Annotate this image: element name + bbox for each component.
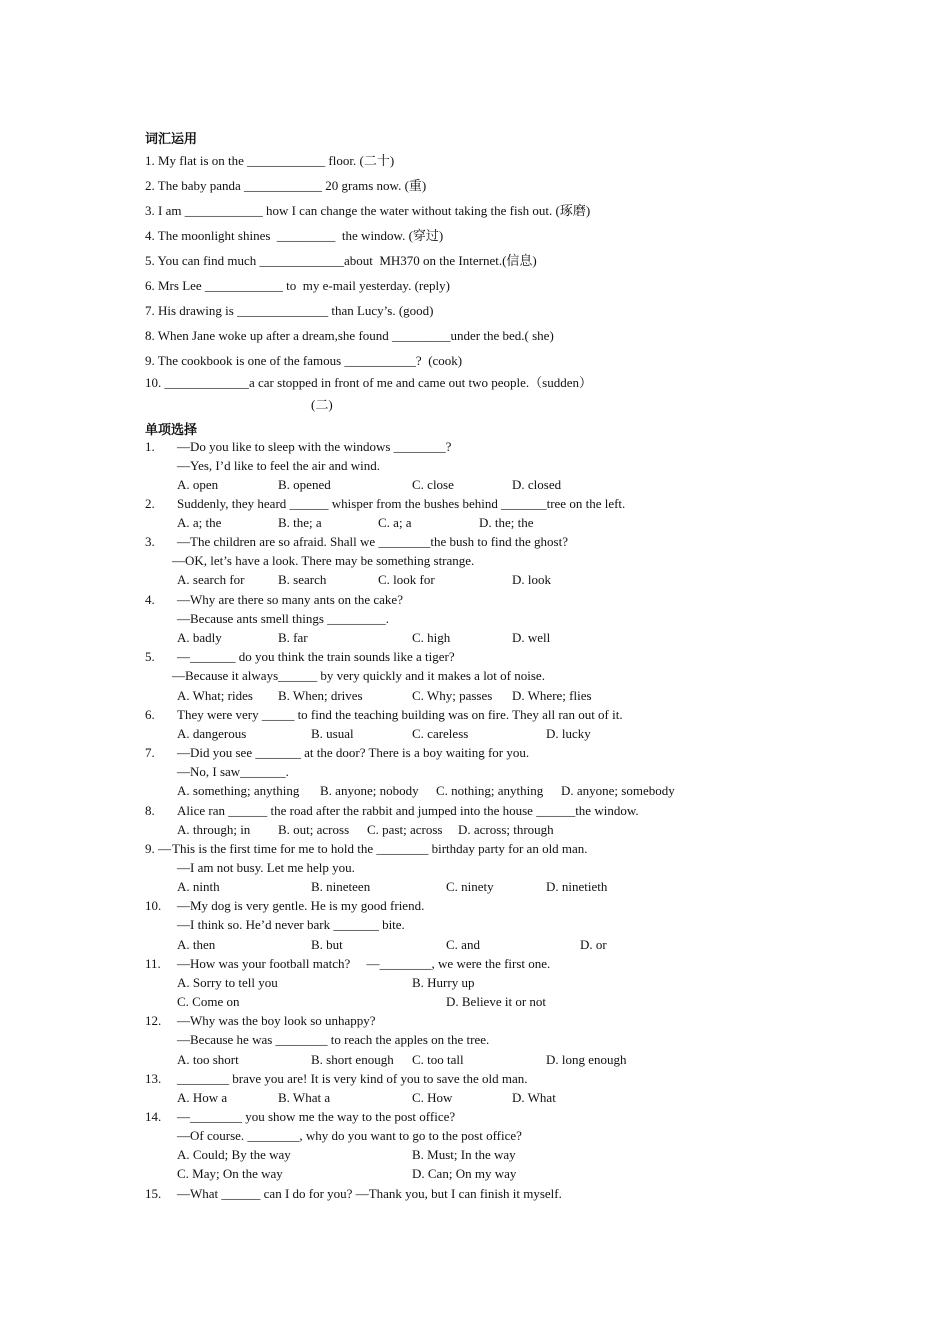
question-text: —_______ do you think the train sounds like a tiger? xyxy=(177,649,455,664)
option-d: D. Believe it or not xyxy=(446,994,547,1009)
vocab-item: 8. When Jane woke up after a dream,she found _________under the bed.( she) xyxy=(145,328,554,343)
question-text: —What ______ can I do for you? —Thank you, but I can finish it myself. xyxy=(177,1186,562,1201)
option-d: D. across; through xyxy=(458,822,554,837)
option-a: A. something; anything xyxy=(177,783,300,798)
option-c: C. Come on xyxy=(177,994,240,1009)
option-a: A. search for xyxy=(177,572,245,587)
question-text: —OK, let’s have a look. There may be something strange. xyxy=(172,553,475,568)
option-a: A. dangerous xyxy=(177,726,247,741)
option-b: B. Hurry up xyxy=(412,975,475,990)
option-c: C. How xyxy=(412,1090,453,1105)
vocab-item: 5. You can find much _____________about MH370 on the Internet.(信息) xyxy=(145,253,537,268)
question-text: —Why was the boy look so unhappy? xyxy=(177,1013,376,1028)
question-text: —I think so. He’d never bark _______ bite. xyxy=(177,917,405,932)
option-c: C. ninety xyxy=(446,879,494,894)
option-c: C. close xyxy=(412,477,454,492)
question-number: 13. xyxy=(145,1071,162,1086)
question-number: 1. xyxy=(145,439,155,454)
vocab-item: 6. Mrs Lee ____________ to my e-mail yesterday. (reply) xyxy=(145,278,450,293)
question-text: —Yes, I’d like to feel the air and wind. xyxy=(177,458,381,473)
option-b: B. What a xyxy=(278,1090,331,1105)
option-d: D. Where; flies xyxy=(512,688,592,703)
option-b: B. but xyxy=(311,937,343,952)
section-marker: (二) xyxy=(311,397,333,412)
option-b: B. out; across xyxy=(278,822,350,837)
question-text: —My dog is very gentle. He is my good friend. xyxy=(177,898,425,913)
option-b: B. When; drives xyxy=(278,688,363,703)
question-text: —Because he was ________ to reach the apples on the tree. xyxy=(177,1032,490,1047)
question-text: —The children are so afraid. Shall we ________the bush to find the ghost? xyxy=(177,534,568,549)
question-number: 6. xyxy=(145,707,155,722)
question-text: —Of course. ________, why do you want to go to the post office? xyxy=(177,1128,522,1143)
option-b: B. the; a xyxy=(278,515,322,530)
question-text: —No, I saw_______. xyxy=(177,764,289,779)
option-d: D. ninetieth xyxy=(546,879,608,894)
option-b: B. Must; In the way xyxy=(412,1147,516,1162)
question-text: —I am not busy. Let me help you. xyxy=(177,860,355,875)
option-c: C. careless xyxy=(412,726,469,741)
mc-heading: 单项选择 xyxy=(145,422,198,437)
question-text: —Did you see _______ at the door? There is a boy waiting for you. xyxy=(177,745,530,760)
option-d: D. long enough xyxy=(546,1052,627,1067)
vocab-heading: 词汇运用 xyxy=(145,131,198,146)
question-text: —Why are there so many ants on the cake? xyxy=(177,592,403,607)
option-a: A. then xyxy=(177,937,216,952)
option-c: C. and xyxy=(446,937,480,952)
question-number: 10. xyxy=(145,898,162,913)
option-a: A. Sorry to tell you xyxy=(177,975,278,990)
question-number: 7. xyxy=(145,745,155,760)
question-number: 3. xyxy=(145,534,155,549)
option-a: A. ninth xyxy=(177,879,220,894)
option-d: D. closed xyxy=(512,477,562,492)
option-b: B. anyone; nobody xyxy=(320,783,419,798)
option-d: D. or xyxy=(580,937,607,952)
question-number: 11. xyxy=(145,956,161,971)
option-d: D. What xyxy=(512,1090,556,1105)
question-text: —Because it always______ by very quickly and it makes a lot of noise. xyxy=(172,668,545,683)
option-d: D. lucky xyxy=(546,726,591,741)
question-text: They were very _____ to find the teaching building was on fire. They all ran out of it. xyxy=(177,707,623,722)
option-b: B. opened xyxy=(278,477,331,492)
question-number: 12. xyxy=(145,1013,162,1028)
option-a: A. through; in xyxy=(177,822,251,837)
question-text: Suddenly, they heard ______ whisper from the bushes behind _______tree on the left. xyxy=(177,496,626,511)
option-d: D. anyone; somebody xyxy=(561,783,675,798)
option-a: A. badly xyxy=(177,630,222,645)
option-b: B. nineteen xyxy=(311,879,371,894)
option-b: B. short enough xyxy=(311,1052,394,1067)
option-c: C. a; a xyxy=(378,515,412,530)
option-b: B. far xyxy=(278,630,308,645)
question-text: ________ brave you are! It is very kind of you to save the old man. xyxy=(177,1071,528,1086)
option-a: A. a; the xyxy=(177,515,222,530)
option-c: C. too tall xyxy=(412,1052,464,1067)
option-d: D. well xyxy=(512,630,551,645)
question-text: Alice ran ______ the road after the rabbit and jumped into the house ______the window. xyxy=(177,803,639,818)
question-text: —Do you like to sleep with the windows ________? xyxy=(177,439,452,454)
question-number: 14. xyxy=(145,1109,162,1124)
option-d: D. look xyxy=(512,572,551,587)
vocab-item: 2. The baby panda ____________ 20 grams now. (重) xyxy=(145,178,427,193)
question-text: —How was your football match? —________, we were the first one. xyxy=(177,956,551,971)
question-number: 8. xyxy=(145,803,155,818)
question-text: —________ you show me the way to the post office? xyxy=(177,1109,456,1124)
option-a: A. What; rides xyxy=(177,688,253,703)
option-a: A. too short xyxy=(177,1052,239,1067)
vocab-item: 3. I am ____________ how I can change the water without taking the fish out. (琢磨) xyxy=(145,203,591,218)
question-number: 2. xyxy=(145,496,155,511)
option-d: D. Can; On my way xyxy=(412,1166,517,1181)
option-c: C. Why; passes xyxy=(412,688,493,703)
option-d: D. the; the xyxy=(479,515,534,530)
question-number: 4. xyxy=(145,592,155,607)
option-a: A. Could; By the way xyxy=(177,1147,291,1162)
question-number: 15. xyxy=(145,1186,162,1201)
option-c: C. high xyxy=(412,630,451,645)
option-c: C. past; across xyxy=(367,822,443,837)
option-a: A. open xyxy=(177,477,219,492)
option-b: B. search xyxy=(278,572,327,587)
question-number: 9. — xyxy=(145,841,171,856)
option-c: C. look for xyxy=(378,572,435,587)
vocab-item: 10. _____________a car stopped in front of me and came out two people.（sudden） xyxy=(145,375,592,390)
vocab-item: 9. The cookbook is one of the famous ___________? (cook) xyxy=(145,353,463,368)
vocab-item: 1. My flat is on the ____________ floor. (二十) xyxy=(145,153,395,168)
option-c: C. nothing; anything xyxy=(436,783,544,798)
question-number: 5. xyxy=(145,649,155,664)
option-a: A. How a xyxy=(177,1090,228,1105)
question-text: —Because ants smell things _________. xyxy=(177,611,389,626)
question-text: This is the first time for me to hold the ________ birthday party for an old man. xyxy=(172,841,588,856)
vocab-item: 4. The moonlight shines _________ the window. (穿过) xyxy=(145,228,444,243)
option-c: C. May; On the way xyxy=(177,1166,283,1181)
vocab-item: 7. His drawing is ______________ than Lucy’s. (good) xyxy=(145,303,434,318)
option-b: B. usual xyxy=(311,726,354,741)
